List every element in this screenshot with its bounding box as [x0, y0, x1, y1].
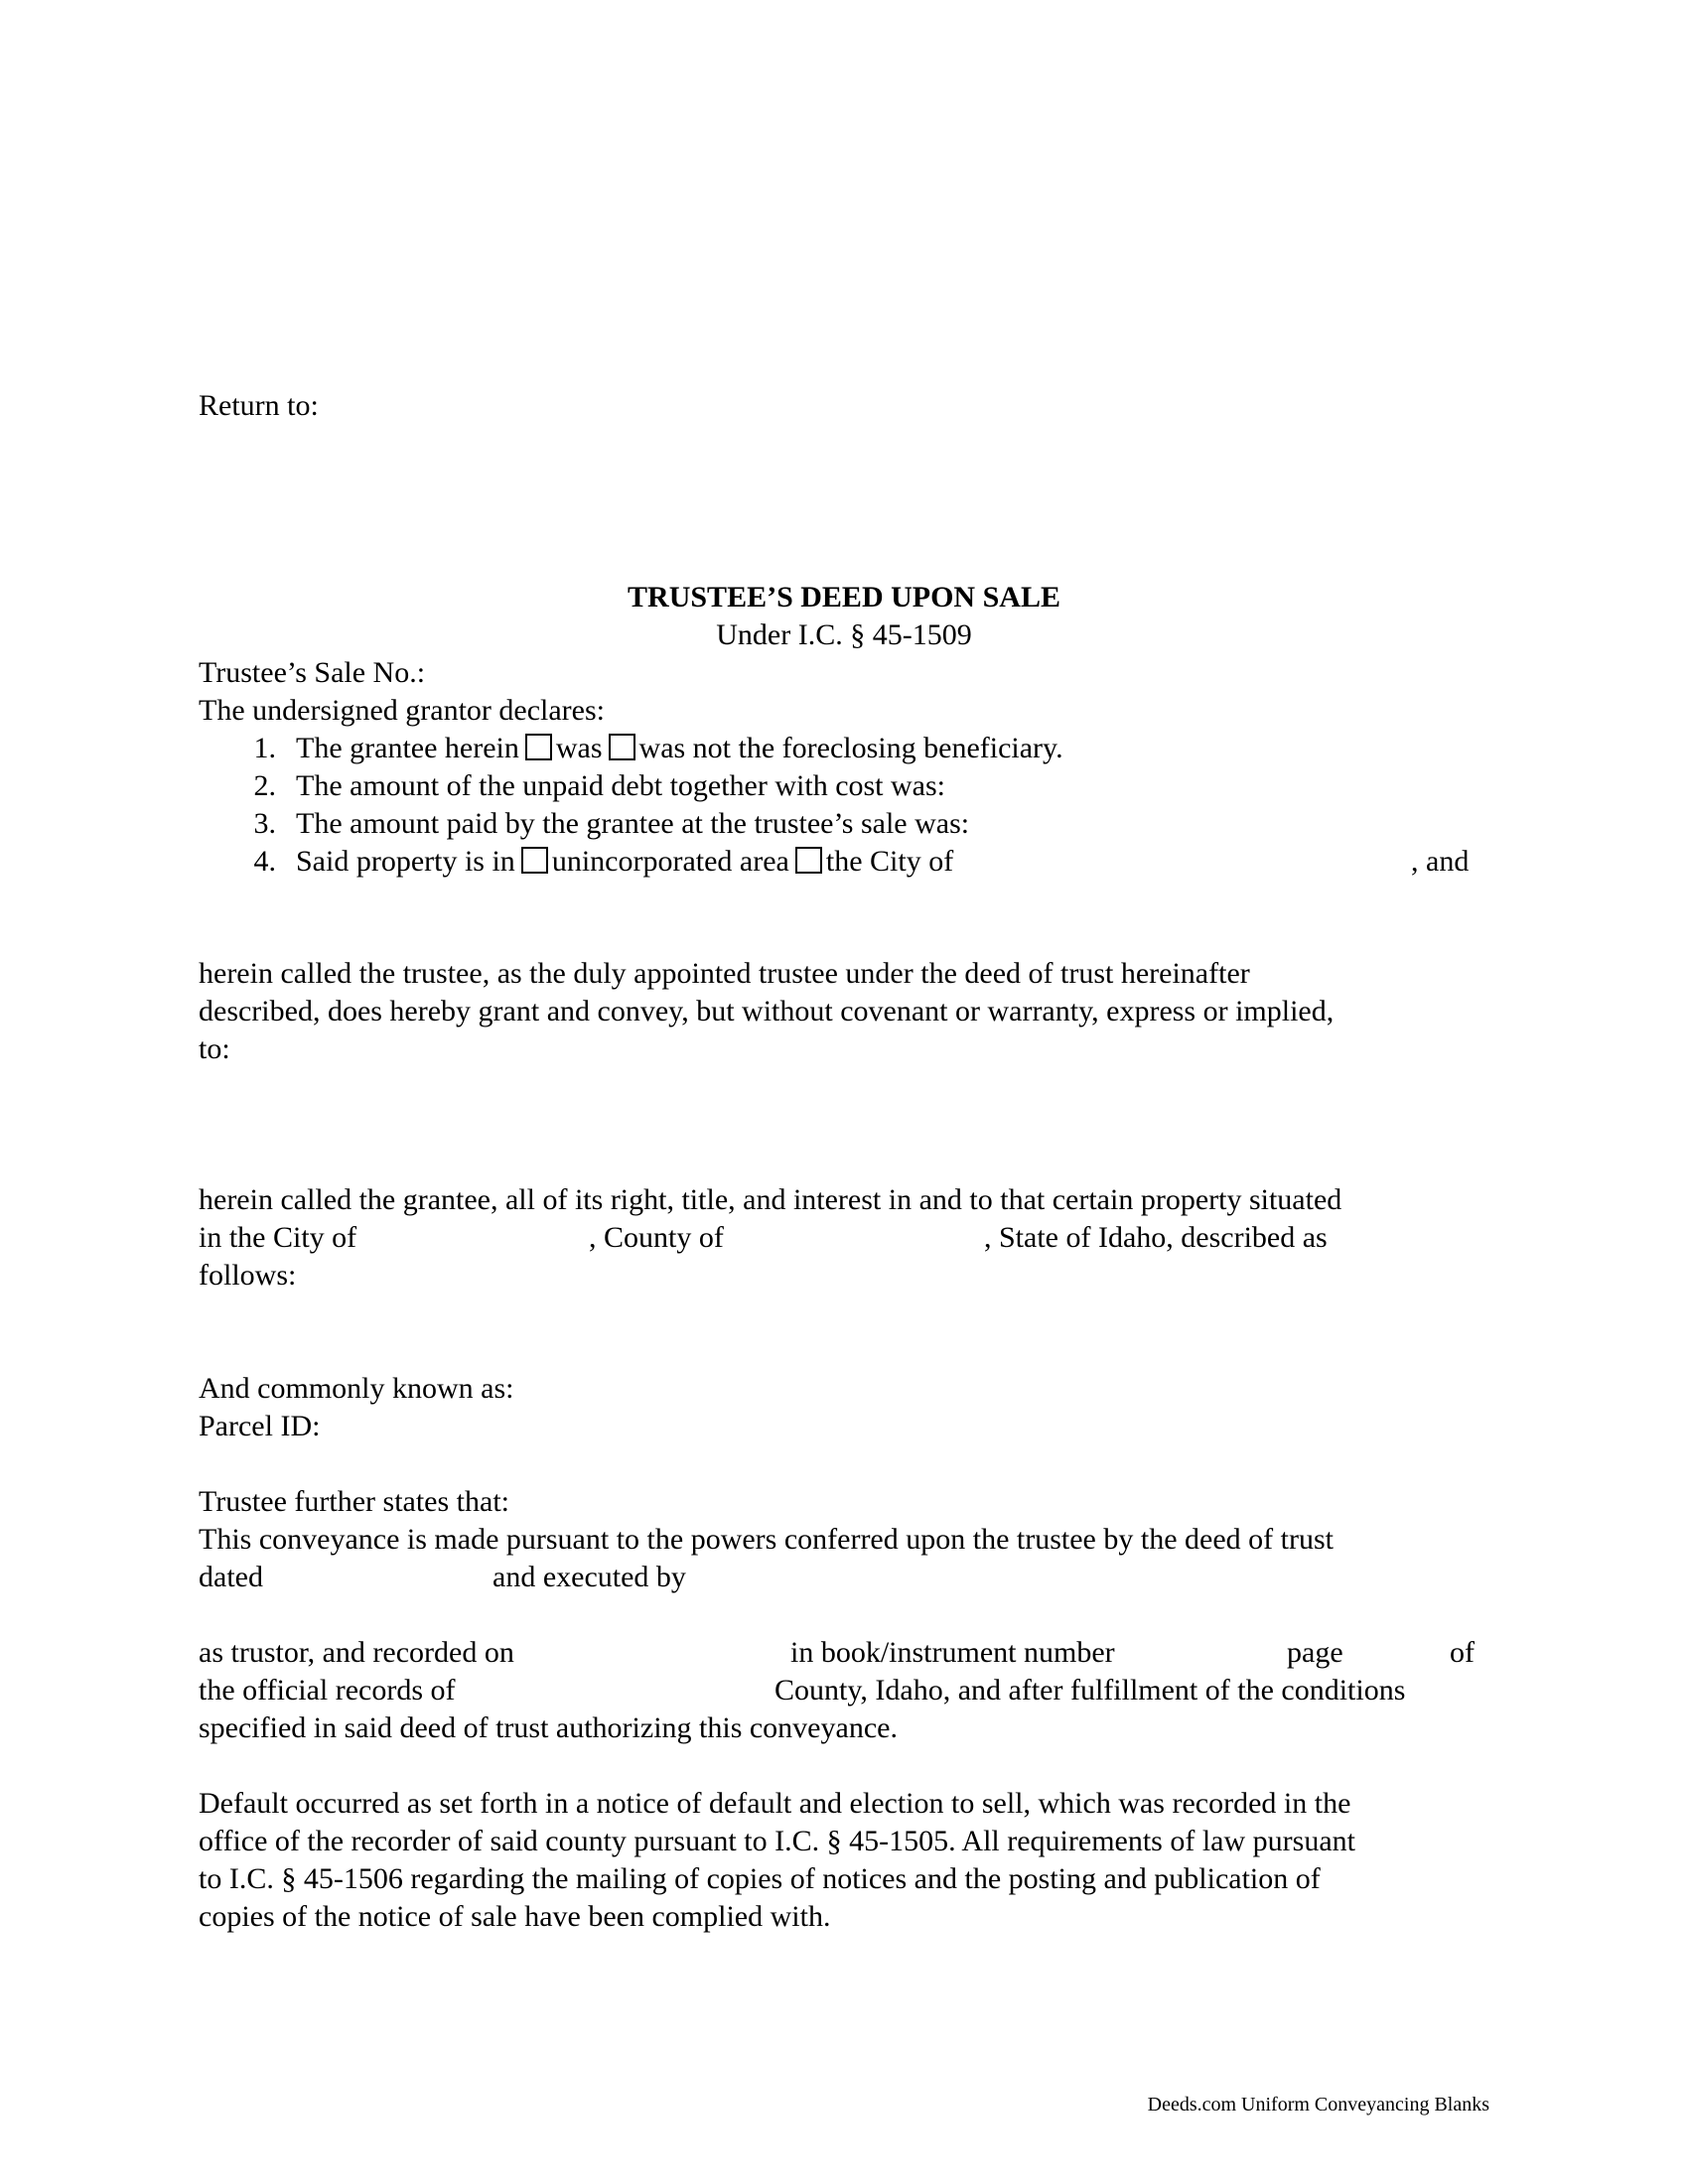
trustee-para-line-3: to: — [199, 1032, 230, 1065]
item-3-text: The amount paid by the grantee at the trustee’s sale was: — [296, 807, 970, 840]
commonly-known-label: And commonly known as: — [199, 1372, 514, 1405]
default-para-line-4: copies of the notice of sale have been complied with. — [199, 1900, 831, 1933]
item-4-text-c: the City of — [825, 845, 954, 878]
item-1-text-c: was not the foreclosing beneficiary. — [638, 732, 1063, 764]
checkbox-city-of[interactable] — [795, 847, 822, 874]
grantor-declares: The undersigned grantor declares: — [199, 694, 605, 727]
document-title: TRUSTEE’S DEED UPON SALE — [628, 581, 1060, 614]
trustor-page-label: page — [1287, 1636, 1343, 1669]
document-subtitle: Under I.C. § 45-1509 — [716, 618, 972, 651]
item-4-number: 4. — [253, 845, 276, 878]
page-footer: Deeds.com Uniform Conveyancing Blanks — [1147, 2094, 1489, 2116]
item-3-number: 3. — [253, 807, 276, 840]
conveyance-executed-by-label: and executed by — [492, 1561, 686, 1593]
conveyance-para-line-1: This conveyance is made pursuant to the powers conferred upon the trustee by the deed of trust — [199, 1523, 1334, 1556]
conveyance-dated-label: dated — [199, 1561, 263, 1593]
grantee-state-label: , State of Idaho, described as — [984, 1221, 1328, 1254]
grantee-para-line-1: herein called the grantee, all of its right, title, and interest in and to that certain property situated — [199, 1183, 1342, 1216]
item-2-text: The amount of the unpaid debt together with cost was: — [296, 769, 946, 802]
grantee-para-line-3: follows: — [199, 1259, 297, 1292]
item-1-text-b: was — [555, 732, 603, 764]
checkbox-was[interactable] — [525, 734, 552, 760]
trustor-recorded-on-label: as trustor, and recorded on — [199, 1636, 514, 1669]
grantee-county-label: , County of — [589, 1221, 724, 1254]
grantee-city-label: in the City of — [199, 1221, 357, 1254]
default-para-line-3: to I.C. § 45-1506 regarding the mailing of copies of notices and the posting and publication of — [199, 1862, 1321, 1895]
trustee-para-line-1: herein called the trustee, as the duly appointed trustee under the deed of trust hereinafter — [199, 957, 1250, 990]
item-1-text-a: The grantee herein — [296, 732, 519, 764]
trustor-official-records-label: the official records of — [199, 1674, 456, 1706]
trustor-book-label: in book/instrument number — [790, 1636, 1115, 1669]
further-states-label: Trustee further states that: — [199, 1485, 509, 1518]
checkbox-unincorporated-area[interactable] — [521, 847, 548, 874]
sale-number-label: Trustee’s Sale No.: — [199, 656, 426, 689]
default-para-line-1: Default occurred as set forth in a notice of default and election to sell, which was recorded in the — [199, 1787, 1351, 1820]
item-4-and: , and — [1411, 845, 1470, 878]
trustor-of-label: of — [1450, 1636, 1475, 1669]
trustor-county-label: County, Idaho, and after fulfillment of the conditions — [774, 1674, 1406, 1706]
checkbox-was-not[interactable] — [609, 734, 635, 760]
parcel-id-label: Parcel ID: — [199, 1410, 321, 1442]
item-4-text-a: Said property is in — [296, 845, 515, 878]
item-1 — [296, 730, 1063, 767]
item-1-number: 1. — [253, 732, 276, 764]
item-4 — [296, 843, 953, 881]
item-2-number: 2. — [253, 769, 276, 802]
trustee-para-line-2: described, does hereby grant and convey, but without covenant or warranty, express or implied, — [199, 995, 1335, 1027]
default-para-line-2: office of the recorder of said county pursuant to I.C. § 45-1505. All requirements of law pursuant — [199, 1825, 1355, 1857]
trustor-para-line-3: specified in said deed of trust authorizing this conveyance. — [199, 1711, 898, 1744]
return-to-label: Return to: — [199, 389, 319, 422]
item-4-text-b: unincorporated area — [551, 845, 789, 878]
